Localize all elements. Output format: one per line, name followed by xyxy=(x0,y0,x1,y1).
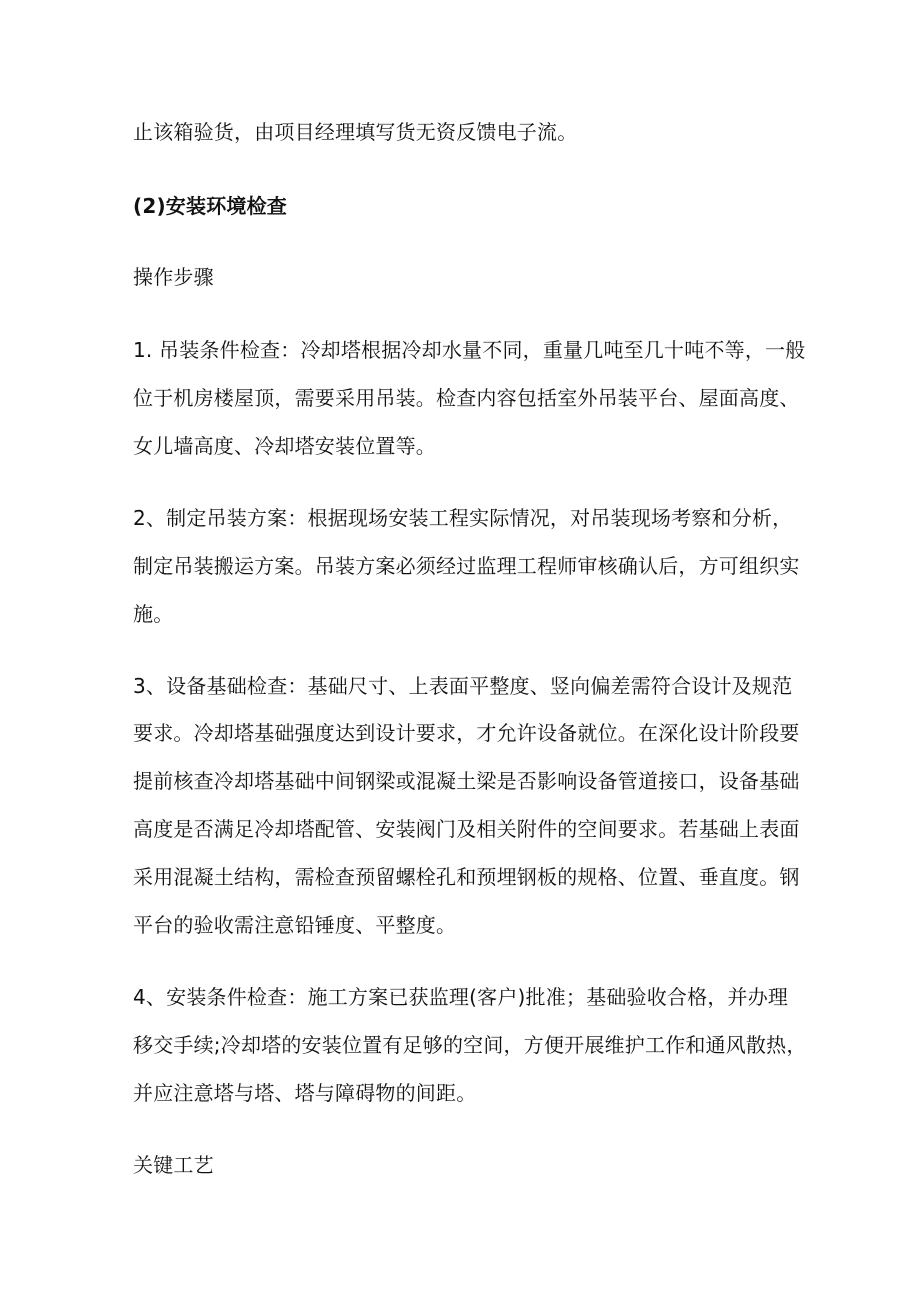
paragraph-line: 4、安装条件检查：施工方案已获监理(客户)批准；基础验收合格，并办理 xyxy=(133,985,789,1009)
paragraph-line: 女儿墙高度、冷却塔安装位置等。 xyxy=(133,434,436,458)
subheading-key-process: 关键工艺 xyxy=(133,1153,214,1177)
paragraph-line: 2、制定吊装方案：根据现场安装工程实际情况，对吊装现场考察和分析， xyxy=(133,506,793,530)
paragraph-line: 3、设备基础检查：基础尺寸、上表面平整度、竖向偏差需符合设计及规范 xyxy=(133,674,793,698)
subheading-operation-steps: 操作步骤 xyxy=(133,265,214,289)
paragraph-line: 并应注意塔与塔、塔与障碍物的间距。 xyxy=(133,1081,477,1105)
paragraph-line: 止该箱验货，由项目经理填写货无资反馈电子流。 xyxy=(133,120,578,144)
paragraph-line: 1. 吊装条件检查：冷却塔根据冷却水量不同，重量几吨至几十吨不等，一般 xyxy=(133,338,806,362)
paragraph-line: 采用混凝土结构，需检查预留螺栓孔和预埋钢板的规格、位置、垂直度。钢 xyxy=(133,865,800,889)
paragraph-line: 提前核查冷却塔基础中间钢梁或混凝土梁是否影响设备管道接口，设备基础 xyxy=(133,769,800,793)
paragraph-line: 施。 xyxy=(133,602,174,626)
paragraph-line: 位于机房楼屋顶，需要采用吊装。检查内容包括室外吊装平台、屋面高度、 xyxy=(133,386,800,410)
paragraph-line: 要求。冷却塔基础强度达到设计要求，才允许设备就位。在深化设计阶段要 xyxy=(133,721,800,745)
paragraph-line: 制定吊装搬运方案。吊装方案必须经过监理工程师审核确认后，方可组织实 xyxy=(133,554,800,578)
section-heading: (2)安装环境检查 xyxy=(133,194,287,218)
paragraph-line: 高度是否满足冷却塔配管、安装阀门及相关附件的空间要求。若基础上表面 xyxy=(133,817,800,841)
paragraph-line: 移交手续;冷却塔的安装位置有足够的空间，方便开展维护工作和通风散热， xyxy=(133,1033,807,1057)
paragraph-line: 平台的验收需注意铅锤度、平整度。 xyxy=(133,913,457,937)
